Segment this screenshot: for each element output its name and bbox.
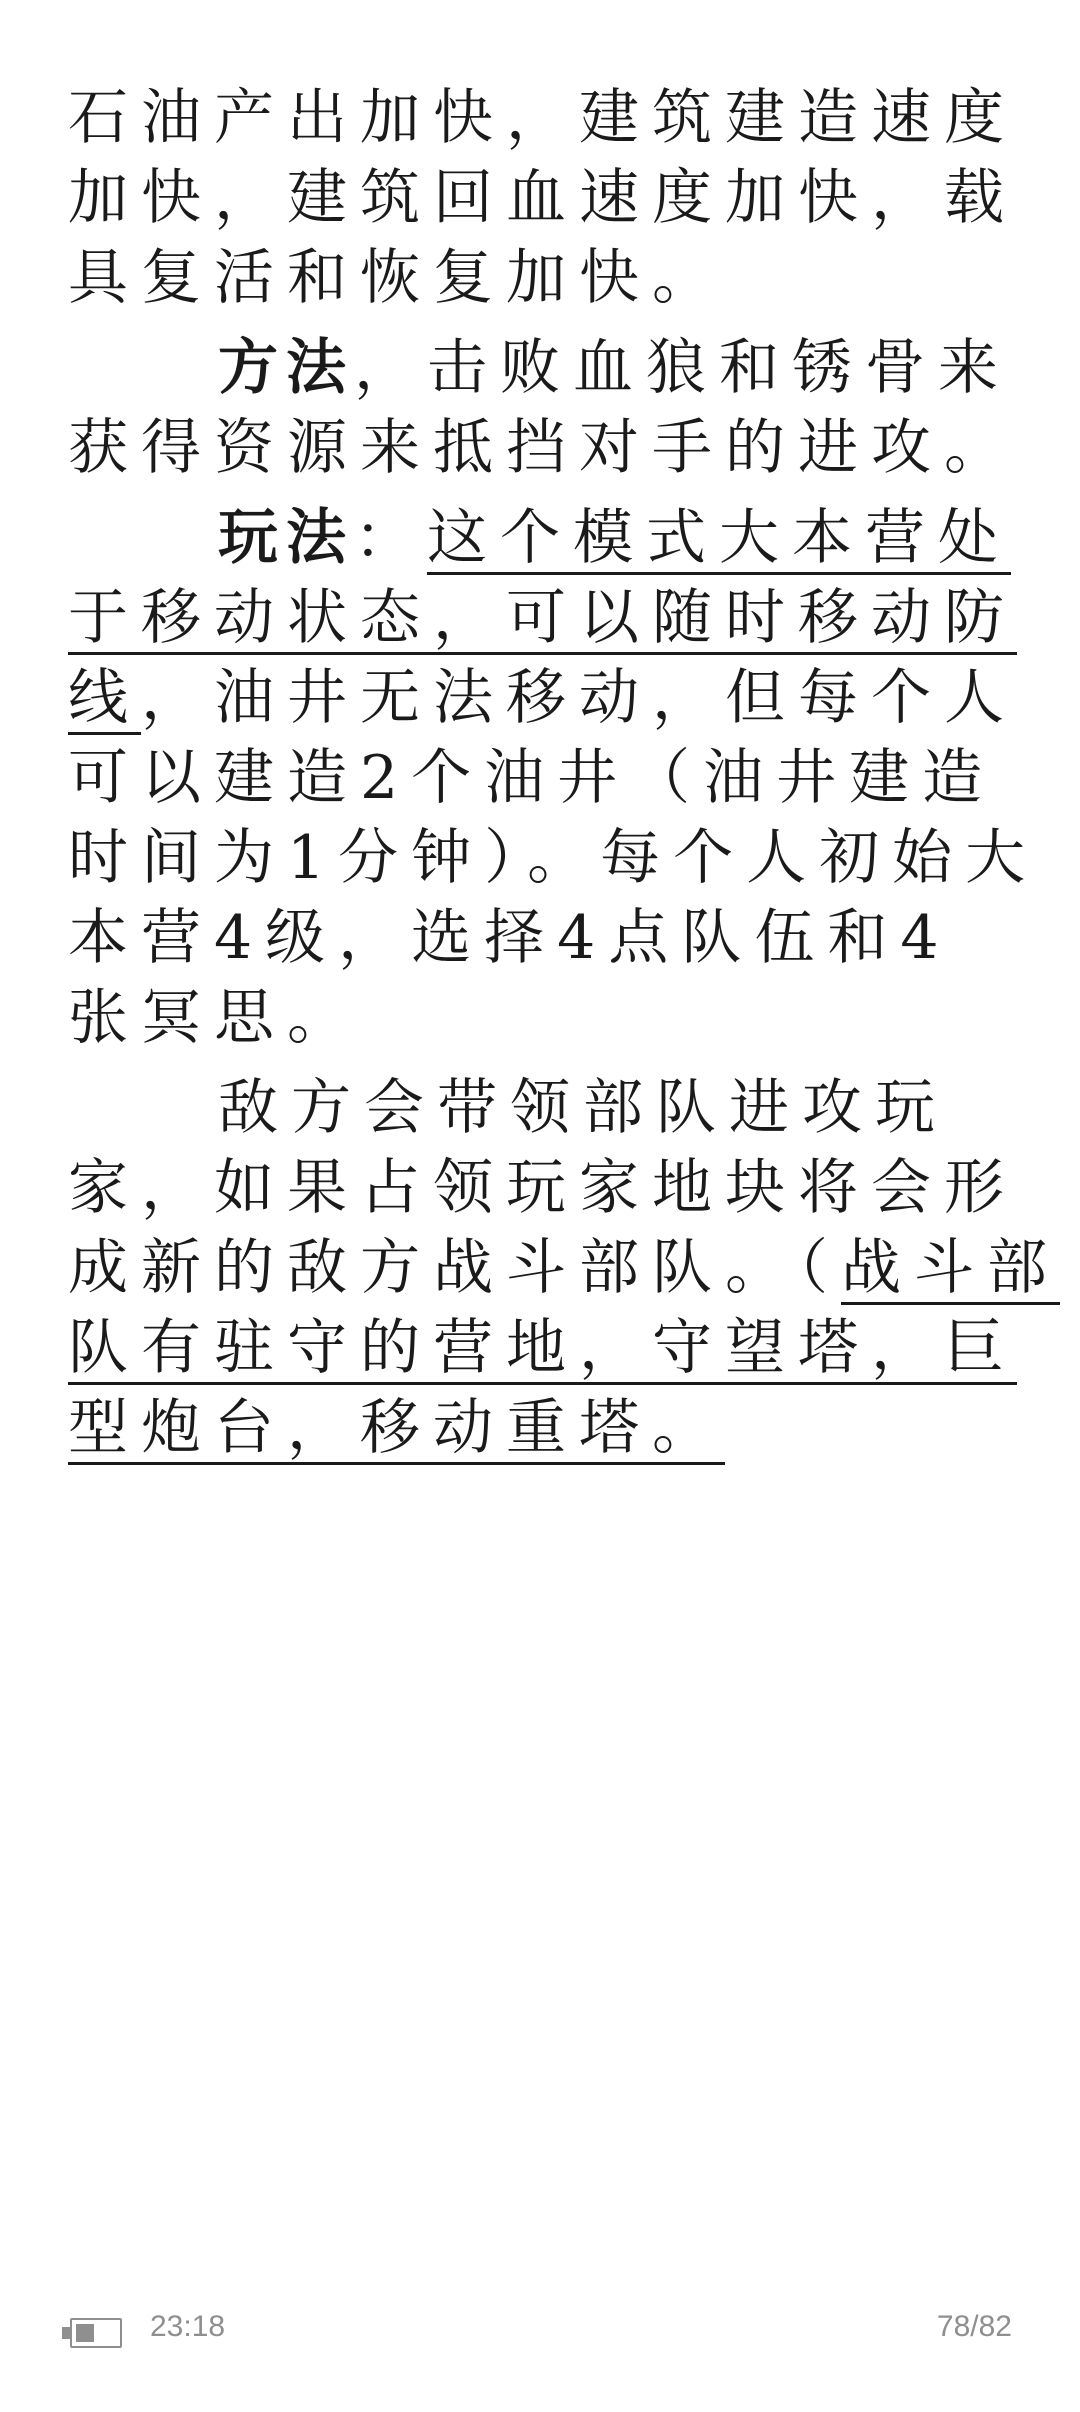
text-line xyxy=(68,663,1017,733)
text-line xyxy=(68,743,1012,813)
text-line xyxy=(68,243,1012,313)
text-span: ，油井无法移动，但每个人 xyxy=(141,663,1017,733)
text-line xyxy=(68,83,1017,153)
text-line xyxy=(68,903,1012,973)
text-span: 具复活和恢复加快。 xyxy=(68,243,725,313)
battery-level xyxy=(76,2324,94,2342)
underlined-note[interactable]: 于移动状态，可以随时移动防 xyxy=(68,583,1017,653)
text-line xyxy=(68,413,1017,483)
text-line xyxy=(68,1233,1060,1303)
text-span: 敌方会带领部队进攻玩 xyxy=(218,1073,948,1143)
battery-tip xyxy=(62,2327,70,2339)
text-line xyxy=(68,1313,1017,1383)
battery-shell xyxy=(70,2318,122,2348)
text-span: 加快，建筑回血速度加快，载 xyxy=(68,163,1017,233)
text-span: 时间为1分钟）。每个人初始大 xyxy=(68,823,1039,893)
section-heading: 方法 xyxy=(218,333,354,403)
text-span: 成新的敌方战斗部队。（ xyxy=(68,1233,841,1303)
text-line xyxy=(218,503,1012,573)
text-span: ，击败血狼和锈骨来 xyxy=(354,333,1011,403)
status-time: 23:18 xyxy=(150,2310,226,2343)
text-span: ： xyxy=(354,503,427,573)
text-span: 张冥思。 xyxy=(68,983,360,1053)
underlined-note[interactable]: 战斗部 xyxy=(841,1233,1060,1303)
battery-icon xyxy=(62,2318,126,2350)
text-span: 石油产出加快，建筑建造速度 xyxy=(68,83,1017,153)
text-line xyxy=(68,823,1039,893)
underlined-note[interactable]: 队有驻守的营地，守望塔，巨 xyxy=(68,1313,1017,1383)
underlined-note[interactable]: 型炮台，移动重塔。 xyxy=(68,1393,725,1463)
section-heading: 玩法 xyxy=(218,503,354,573)
text-line xyxy=(68,163,1017,233)
text-line xyxy=(68,983,1012,1053)
text-span: 获得资源来抵挡对手的进攻。 xyxy=(68,413,1017,483)
text-line xyxy=(218,333,1012,403)
page-indicator: 78/82 xyxy=(936,2310,1012,2343)
text-line xyxy=(218,1073,1012,1143)
text-span: 本营4级，选择4点队伍和4 xyxy=(68,903,952,973)
underlined-note[interactable]: 线 xyxy=(68,663,141,733)
text-line xyxy=(68,1393,1012,1463)
text-line xyxy=(68,583,1017,653)
text-line xyxy=(68,1153,1017,1223)
text-span: 家，如果占领玩家地块将会形 xyxy=(68,1153,1017,1223)
text-span: 可以建造2个油井（油井建造 xyxy=(68,743,996,813)
underlined-note[interactable]: 这个模式大本营处 xyxy=(427,503,1011,573)
